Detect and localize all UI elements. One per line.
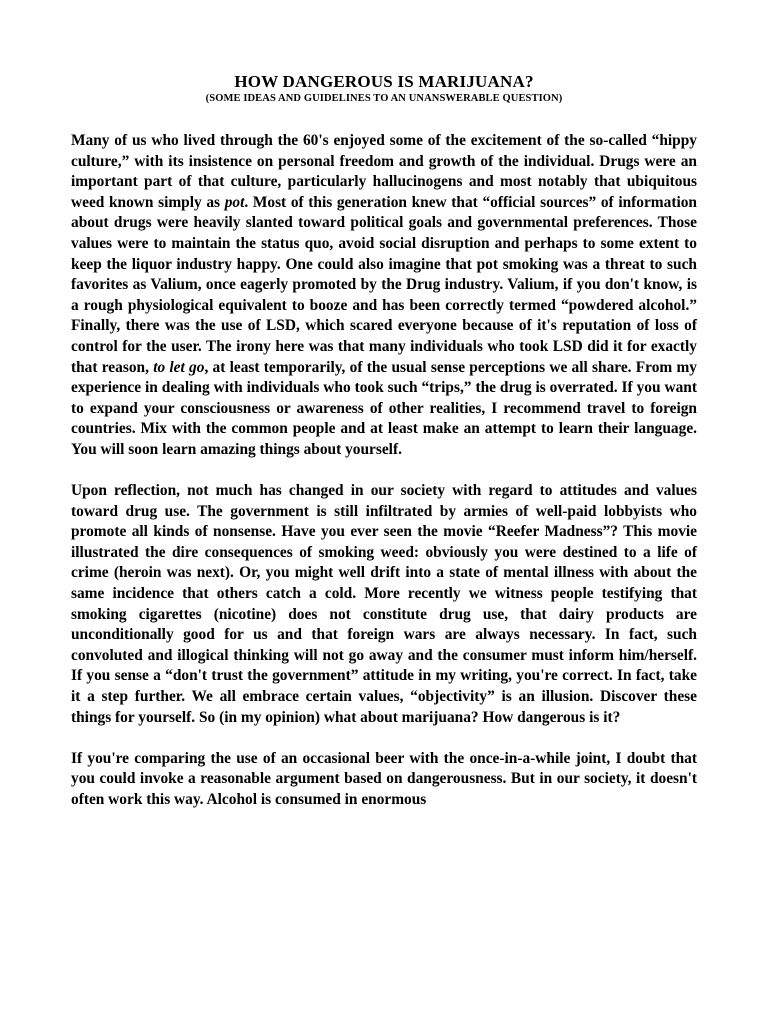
- paragraph-text: Many of us who lived through the 60's enjoyed some of the excitement of the so-called “hippy culture,” with its insistence on personal freedom and growth of the individual. Drugs were an important part of that culture, particularly hallucinogens and most notably that ubiquitous weed known simply as: [71, 132, 697, 211]
- paragraph-text: Upon reflection, not much has changed in our society with regard to attitudes and values toward drug use. The government is still infiltrated by armies of well-paid lobbyists who promote all kinds of nonsense. Have you ever seen the movie “Reefer Madness”? This movie illustrated the dire consequences of smoking weed: obviously you were destined to a life of crime (heroin was next). Or, you might well drift into a state of mental illness with about the same incidence that others catch a cold. More recently we witness people testifying that smoking cigarettes (nicotine) does not constitute drug use, that dairy products are unconditionally good for us and that foreign wars are always necessary. In fact, such convoluted and illogical thinking will not go away and the consumer must inform him/herself. If you sense a “don't trust the government” attitude in my writing, you're correct. In fact, take it a step further. We all embrace certain values, “objectivity” is an illusion. Discover these things for yourself. So (in my opinion) what about marijuana? How dangerous is it?: [71, 482, 697, 726]
- italic-text: pot: [224, 193, 245, 211]
- document-title: HOW DANGEROUS IS MARIJUANA?: [234, 72, 534, 91]
- document-subtitle: (SOME IDEAS AND GUIDELINES TO AN UNANSWERABLE QUESTION): [205, 93, 563, 104]
- italic-text: to let go: [153, 358, 205, 376]
- paragraph: [71, 749, 697, 811]
- paragraph-text: . Most of this generation knew that “official sources” of information about drugs were heavily slanted toward political goals and governmental preferences. Those values were to maintain the status quo, avoid social disruption and perhaps to some extent to keep the liquor industry happy. One could also imagine that pot smoking was a threat to such favorites as Valium, once eagerly promoted by the Drug industry. Valium, if you don't know, is a rough physiological equivalent to booze and has been correctly termed “powdered alcohol.” Finally, there was the use of LSD, which scared everyone because of it's reputation of loss of control for the user. The irony here was that many individuals who took LSD did it for exactly that reason,: [71, 193, 697, 376]
- paragraph: [71, 481, 697, 728]
- paragraph-text: , at least temporarily, of the usual sense perceptions we all share. From my experience in dealing with individuals who took such “trips,” the drug is overrated. If you want to expand your consciousness or awareness of other realities, I recommend travel to foreign countries. Mix with the common people and at least make an attempt to learn their language. You will soon learn amazing things about yourself.: [71, 358, 697, 458]
- paragraph: [71, 131, 697, 461]
- paragraph-text: If you're comparing the use of an occasional beer with the once-in-a-while joint, I doubt that you could invoke a reasonable argument based on dangerousness. But in our society, it doesn't often work this way. Alcohol is consumed in enormous: [71, 749, 697, 808]
